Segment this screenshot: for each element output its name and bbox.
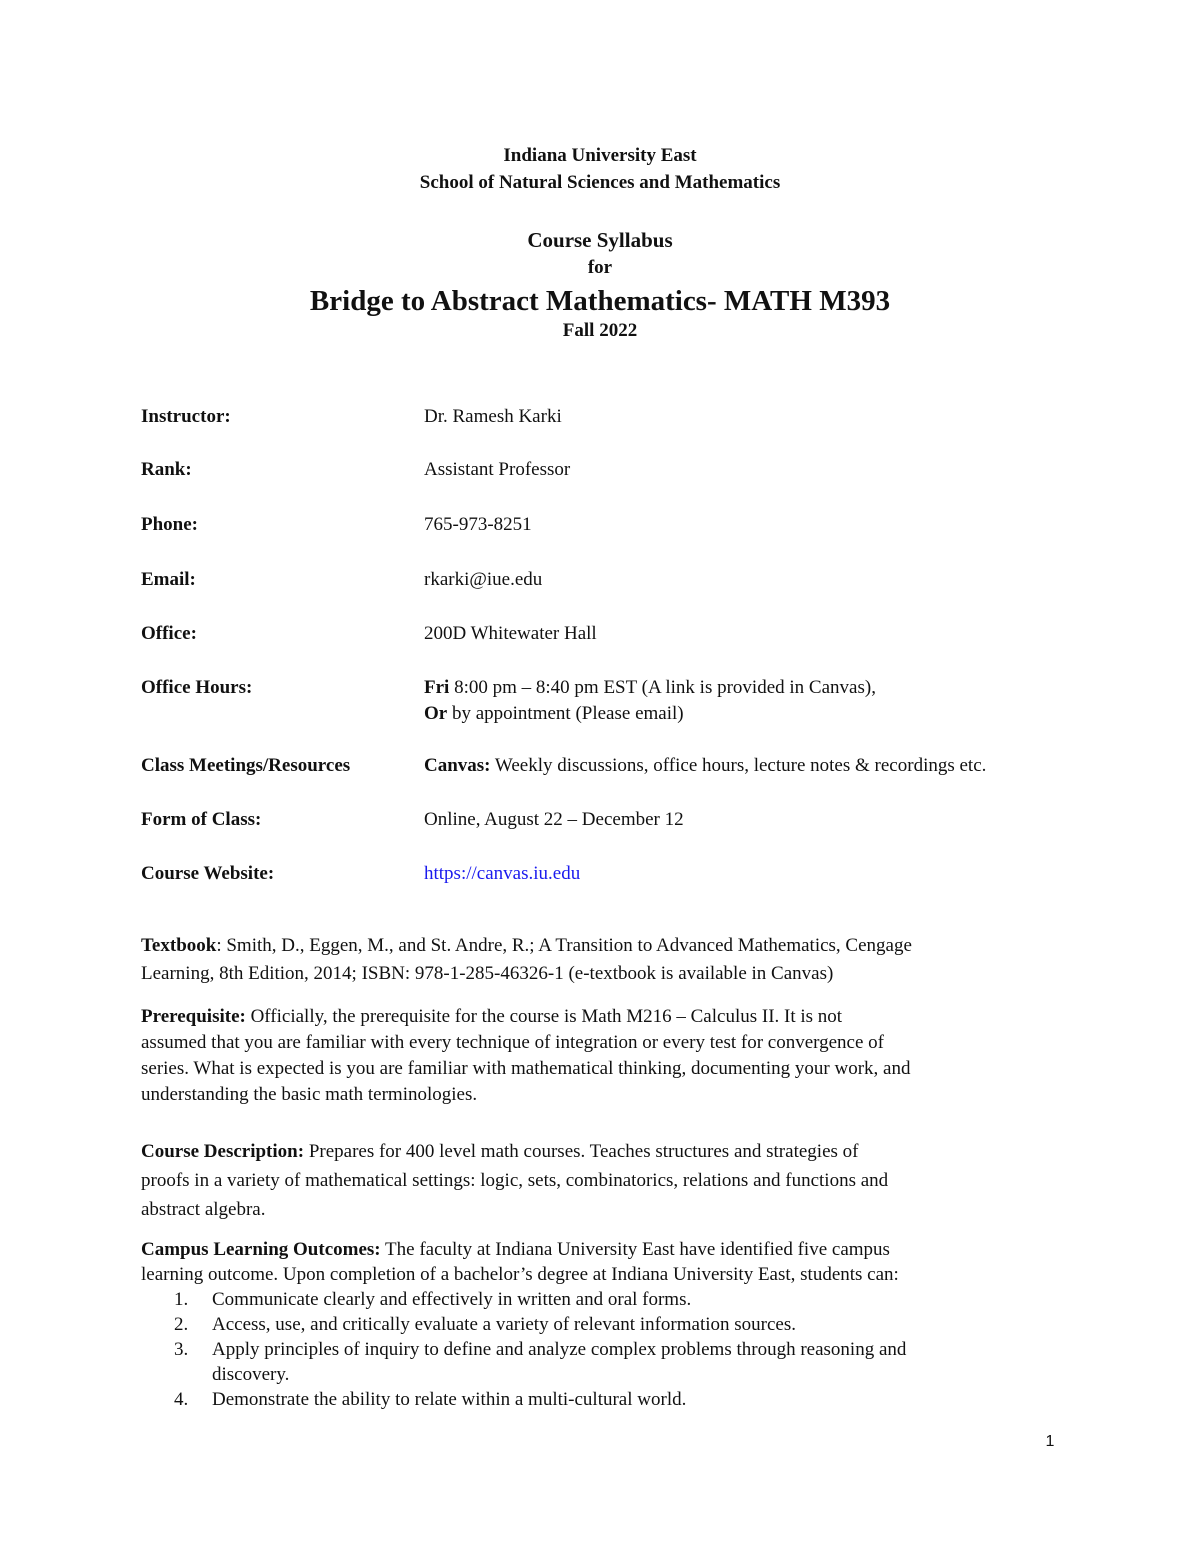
prerequisite-line-1 xyxy=(141,1004,1061,1030)
website-link[interactable]: https://canvas.iu.edu xyxy=(424,863,581,884)
class-meetings-value xyxy=(424,752,986,779)
list-item-number: 2. xyxy=(174,1314,189,1335)
page-number: 1 xyxy=(1045,1433,1055,1450)
office-hours-line2 xyxy=(424,700,684,727)
class-meetings-canvas: Canvas: xyxy=(424,755,491,776)
list-item xyxy=(141,1312,1041,1337)
term: Fall 2022 xyxy=(562,320,638,341)
office-value: 200D Whitewater Hall xyxy=(424,623,597,644)
prerequisite-line-2: assumed that you are familiar with every technique of integration or every test for convergence of xyxy=(141,1032,885,1053)
outcomes-paragraph xyxy=(141,1237,1061,1287)
textbook-line-1 xyxy=(141,932,1061,960)
list-item-text-continued: discovery. xyxy=(212,1364,290,1385)
instructor-label: Instructor: xyxy=(141,406,231,427)
list-item-number: 1. xyxy=(174,1289,189,1310)
textbook-paragraph xyxy=(141,932,1061,988)
list-item-text: Demonstrate the ability to relate within a multi-cultural world. xyxy=(212,1389,687,1410)
office-hours-or: Or xyxy=(424,703,448,724)
doc-type-heading: Course Syllabus xyxy=(527,228,673,252)
rank-value: Assistant Professor xyxy=(424,459,571,480)
description-line-3: abstract algebra. xyxy=(141,1199,266,1220)
outcomes-lead: Campus Learning Outcomes: xyxy=(141,1239,381,1260)
rank-label: Rank: xyxy=(141,459,192,480)
phone-value: 765-973-8251 xyxy=(424,514,532,535)
list-item xyxy=(141,1287,1041,1312)
phone-label: Phone: xyxy=(141,514,198,535)
for-word: for xyxy=(587,257,613,278)
prerequisite-line-3: series. What is expected is you are familiar with mathematical thinking, documenting your work, and xyxy=(141,1058,911,1079)
office-hours-line1 xyxy=(424,674,876,701)
outcomes-text-1: The faculty at Indiana University East have identified five campus xyxy=(380,1239,890,1260)
outcomes-line-2: learning outcome. Upon completion of a bachelor’s degree at Indiana University East, students can: xyxy=(141,1264,899,1285)
list-item xyxy=(141,1337,1041,1387)
office-hours-time: 8:00 pm – 8:40 pm EST (A link is provided in Canvas), xyxy=(449,677,876,698)
textbook-lead: Textbook xyxy=(141,935,217,956)
list-item xyxy=(141,1387,1041,1412)
list-item-number: 3. xyxy=(174,1339,189,1360)
textbook-text-1: : Smith, D., Eggen, M., and St. Andre, R.; A Transition to Advanced Mathematics, Cengage xyxy=(216,935,912,956)
prerequisite-line-4: understanding the basic math terminologies. xyxy=(141,1084,478,1105)
list-item-text: Communicate clearly and effectively in written and oral forms. xyxy=(212,1289,692,1310)
institution-name: Indiana University East xyxy=(503,145,697,166)
email-label: Email: xyxy=(141,569,196,590)
textbook-line-2: Learning, 8th Edition, 2014; ISBN: 978-1-285-46326-1 (e-textbook is available in Canvas) xyxy=(141,963,834,984)
course-title: Bridge to Abstract Mathematics- MATH M393 xyxy=(309,285,891,317)
prerequisite-paragraph xyxy=(141,1004,1061,1108)
office-hours-label: Office Hours: xyxy=(141,677,253,698)
class-meetings-details: Weekly discussions, office hours, lecture notes & recordings etc. xyxy=(490,755,987,776)
description-paragraph xyxy=(141,1137,1061,1224)
office-hours-appointment: by appointment (Please email) xyxy=(447,703,684,724)
description-text-1: Prepares for 400 level math courses. Teaches structures and strategies of xyxy=(304,1141,859,1162)
email-value[interactable]: rkarki@iue.edu xyxy=(424,569,543,590)
description-lead: Course Description: xyxy=(141,1141,305,1162)
list-item-text: Access, use, and critically evaluate a variety of relevant information sources. xyxy=(212,1314,797,1335)
outcomes-list xyxy=(141,1287,1041,1412)
prerequisite-lead: Prerequisite: xyxy=(141,1006,246,1027)
prerequisite-text-1: Officially, the prerequisite for the course is Math M216 – Calculus II. It is not xyxy=(245,1006,843,1027)
class-meetings-label: Class Meetings/Resources xyxy=(141,755,351,776)
instructor-value: Dr. Ramesh Karki xyxy=(424,406,562,427)
office-hours-day: Fri xyxy=(424,677,450,698)
form-of-class-value: Online, August 22 – December 12 xyxy=(424,809,684,830)
list-item-number: 4. xyxy=(174,1389,189,1410)
description-line-1 xyxy=(141,1137,1061,1166)
outcomes-line-1 xyxy=(141,1237,1061,1262)
list-item-text: Apply principles of inquiry to define and analyze complex problems through reasoning and xyxy=(212,1339,907,1360)
website-label: Course Website: xyxy=(141,863,275,884)
office-label: Office: xyxy=(141,623,197,644)
description-line-2: proofs in a variety of mathematical settings: logic, sets, combinatorics, relations and functions and xyxy=(141,1170,889,1191)
form-of-class-label: Form of Class: xyxy=(141,809,262,830)
school-name: School of Natural Sciences and Mathematics xyxy=(419,172,781,193)
